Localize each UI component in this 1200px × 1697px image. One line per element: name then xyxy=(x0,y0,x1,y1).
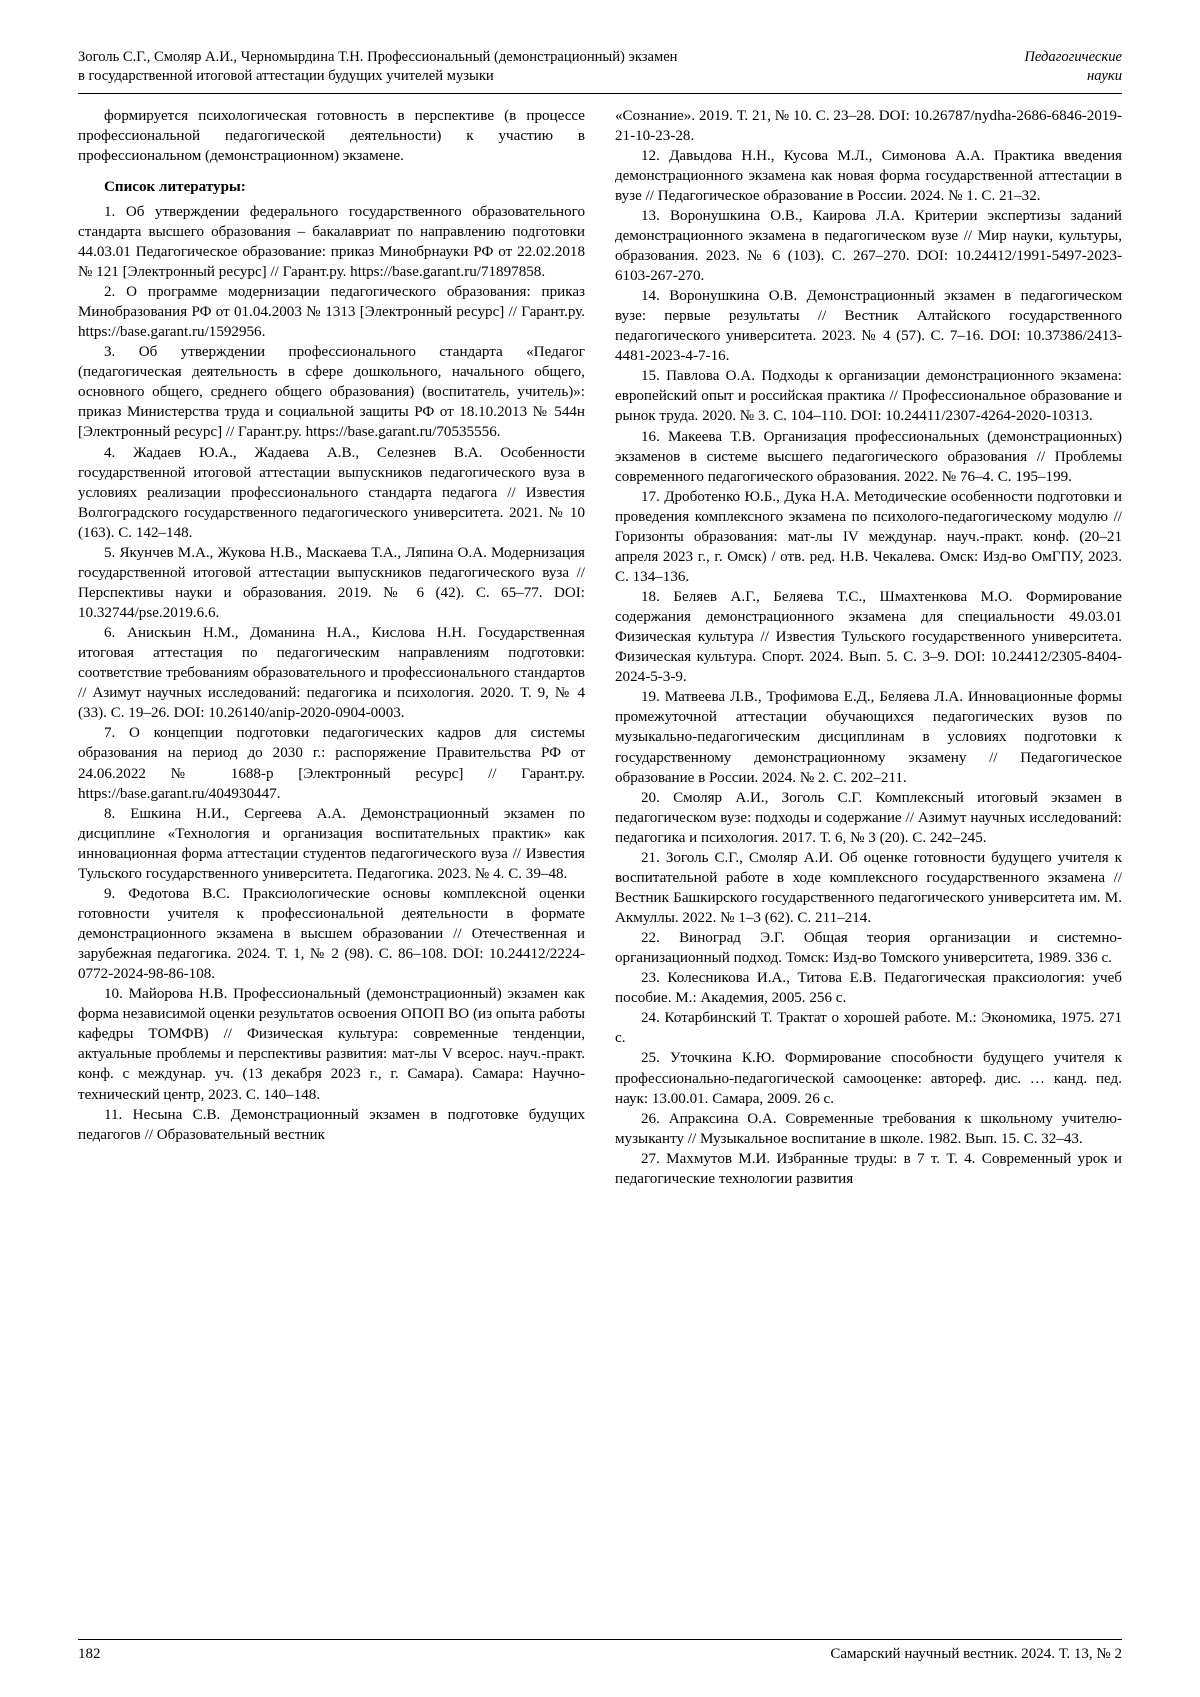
reference-item: 17. Дроботенко Ю.Б., Дука Н.А. Методические особенности подготовки и проведения комплексного экзамена по психолого-педагогическому модулю // Горизонты образования: мат-лы IV междунар. науч.-практ. конф. (20–21 апреля 2023 г., г. Омск) / отв. ред. Н.В. Чекалева. Омск: Изд-во ОмГПУ, 2023. С. 134–136. xyxy=(615,488,1122,585)
left-column xyxy=(78,106,585,1145)
running-head-right xyxy=(972,48,1122,87)
running-head-left xyxy=(78,48,972,87)
reference-item: 18. Беляев А.Г., Беляева Т.С., Шмахтенкова М.О. Формирование содержания демонстрационного экзамена для специальности 49.03.01 Физическая культура // Известия Тульского государственного университета. Физическая культура. Спорт. 2024. Вып. 5. С. 3–9. DOI: 10.24412/2305-8404-2024-5-3-9. xyxy=(615,589,1122,686)
intro-paragraph: формируется психологическая готовность в перспективе (в процессе профессиональной педагогической деятельности) к участию в профессиональном (демонстрационном) экзамене. xyxy=(78,107,585,164)
reference-item-continued: «Сознание». 2019. Т. 21, № 10. С. 23–28. DOI: 10.26787/nydha-2686-6846-2019-21-10-23-28. xyxy=(615,107,1122,144)
right-column xyxy=(615,106,1122,1189)
two-column-body xyxy=(78,106,1122,1189)
running-head xyxy=(78,48,1122,94)
page-number: 182 xyxy=(78,1646,101,1662)
reference-item: 21. Зоголь С.Г., Смоляр А.И. Об оценке готовности будущего учителя к воспитательной работе в ходе комплексного государственного экзамена // Вестник Башкирского государственного педагогического университета им. М. Акмуллы. 2022. № 1–3 (62). С. 211–214. xyxy=(615,849,1122,926)
page-footer xyxy=(78,1639,1122,1663)
references-heading: Список литературы: xyxy=(104,178,246,195)
reference-item: 19. Матвеева Л.В., Трофимова Е.Д., Беляева Л.А. Инновационные формы промежуточной аттестации обучающихся педагогических вузов по музыкально-педагогическим дисциплинам в условиях подготовки к государственному демонстрационному экзамену // Педагогическое образование в России. 2024. № 2. С. 202–211. xyxy=(615,689,1122,786)
reference-item: 24. Котарбинский Т. Трактат о хорошей работе. М.: Экономика, 1975. 271 с. xyxy=(615,1010,1122,1047)
reference-item: 2. О программе модернизации педагогического образования: приказ Минобразования РФ от 01.04.2003 № 1313 [Электронный ресурс] // Гарант.ру. https://base.garant.ru/1592956. xyxy=(78,284,585,341)
running-head-right-line1: Педагогические xyxy=(1024,49,1122,65)
reference-item: 7. О концепции подготовки педагогических кадров для системы образования на период до 2030 г.: распоряжение Правительства РФ от 24.06.2022 № 1688-р [Электронный ресурс] // Гарант.ру. https://base.garant.ru/404930447. xyxy=(78,725,585,802)
journal-reference: Самарский научный вестник. 2024. Т. 13, № 2 xyxy=(830,1646,1122,1662)
running-head-left-line2: в государственной итоговой аттестации будущих учителей музыки xyxy=(78,68,494,85)
reference-item: 23. Колесникова И.А., Титова Е.В. Педагогическая праксиология: учеб пособие. М.: Академия, 2005. 256 с. xyxy=(615,970,1122,1007)
reference-item: 9. Федотова В.С. Праксиологические основы комплексной оценки готовности учителя к профессиональной деятельности в формате демонстрационного экзамена в высшем образовании // Отечественная и зарубежная педагогика. 2024. Т. 1, № 2 (98). С. 86–108. DOI: 10.24412/2224-0772-2024-98-86-108. xyxy=(78,885,585,983)
reference-item: 6. Анискьин Н.М., Доманина Н.А., Кислова Н.Н. Государственная итоговая аттестация по педагогическим направлениям подготовки: соответствие требованиям образовательного и профессионального стандартов // Азимут научных исследований: педагогика и психология. 2020. Т. 9, № 4 (33). С. 19–26. DOI: 10.26140/anip-2020-0904-0003. xyxy=(78,625,585,722)
reference-item: 25. Уточкина К.Ю. Формирование способности будущего учителя к профессионально-педагогической самооценке: автореф. дис. … канд. пед. наук: 13.00.01. Самара, 2009. 26 с. xyxy=(615,1050,1122,1107)
reference-item: 12. Давыдова Н.Н., Кусова М.Л., Симонова А.А. Практика введения демонстрационного экзамена как новая форма государственной аттестации в вузе // Педагогическое образование в России. 2024. № 1. С. 21–32. xyxy=(615,147,1122,204)
reference-item: 4. Жадаев Ю.А., Жадаева А.В., Селезнев В.А. Особенности государственной итоговой аттестации выпускников педагогического вуза в условиях реализации профессионального стандарта педагога // Известия Волгоградского государственного педагогического университета. 2021. № 10 (163). С. 142–148. xyxy=(78,444,585,541)
reference-item: 11. Несына С.В. Демонстрационный экзамен в подготовке будущих педагогов // Образовательный вестник xyxy=(78,1106,585,1143)
reference-item: 1. Об утверждении федерального государственного образовательного стандарта высшего образования – бакалавриат по направлению подготовки 44.03.01 Педагогическое образование: приказ Минобрнауки РФ от 22.02.2018 № 121 [Электронный ресурс] // Гарант.ру. https://base.garant.ru/71897858. xyxy=(78,203,585,280)
reference-item: 27. Махмутов М.И. Избранные труды: в 7 т. Т. 4. Современный урок и педагогические технологии развития xyxy=(615,1150,1122,1187)
running-head-left-line1: Зоголь С.Г., Смоляр А.И., Черномырдина Т.Н. Профессиональный (демонстрационный) экзамен xyxy=(78,49,678,65)
running-head-right-line2: науки xyxy=(1087,68,1122,85)
reference-item: 15. Павлова О.А. Подходы к организации демонстрационного экзамена: европейский опыт и российская практика // Профессиональное образование и рынок труда. 2020. № 3. С. 104–110. DOI: 10.24411/2307-4264-2020-10313. xyxy=(615,368,1122,425)
reference-item: 26. Апраксина О.А. Современные требования к школьному учителю-музыканту // Музыкальное воспитание в школе. 1982. Вып. 15. С. 32–43. xyxy=(615,1110,1122,1147)
reference-item: 14. Воронушкина О.В. Демонстрационный экзамен в педагогическом вузе: первые результаты // Вестник Алтайского государственного педагогического университета. 2023. № 4 (57). С. 7–16. DOI: 10.37386/2413-4481-2023-4-7-16. xyxy=(615,288,1122,365)
reference-item: 13. Воронушкина О.В., Каирова Л.А. Критерии экспертизы заданий демонстрационного экзамена в педагогическом вузе // Мир науки, культуры, образования. 2023. № 6 (103). С. 267–270. DOI: 10.24412/1991-5497-2023-6103-267-270. xyxy=(615,207,1122,284)
reference-item: 10. Майорова Н.В. Профессиональный (демонстрационный) экзамен как форма независимой оценки результатов освоения ОПОП ВО (из опыта работы кафедры ТОМФВ) // Физическая культура: современные тенденции, актуальные проблемы и перспективы развития: мат-лы V всерос. науч.-практ. конф. с междунар. уч. (13 декабря 2023 г., г. Самара). Самара: Научно-технический центр, 2023. С. 140–148. xyxy=(78,986,585,1103)
reference-item: 16. Макеева Т.В. Организация профессиональных (демонстрационных) экзаменов в системе высшего педагогического образования // Проблемы современного педагогического образования. 2022. № 76–4. С. 195–199. xyxy=(615,428,1122,485)
reference-item: 22. Виноград Э.Г. Общая теория организации и системно-организационный подход. Томск: Изд-во Томского университета, 1989. 336 с. xyxy=(615,930,1122,967)
reference-item: 8. Ешкина Н.И., Сергеева А.А. Демонстрационный экзамен по дисциплине «Технология и организация воспитательных практик» как инновационная форма аттестации студентов педагогического вуза // Известия Тульского государственного университета. Педагогика. 2023. № 4. С. 39–48. xyxy=(78,805,585,882)
reference-item: 5. Якунчев М.А., Жукова Н.В., Маскаева Т.А., Ляпина О.А. Модернизация государственной итоговой аттестации выпускников педагогического вуза // Перспективы науки и образования. 2019. № 6 (42). С. 65–77. DOI: 10.32744/pse.2019.6.6. xyxy=(78,544,585,621)
reference-item: 20. Смоляр А.И., Зоголь С.Г. Комплексный итоговый экзамен в педагогическом вузе: подходы и содержание // Азимут научных исследований: педагогика и психология. 2017. Т. 6, № 3 (20). С. 242–245. xyxy=(615,789,1122,846)
reference-item: 3. Об утверждении профессионального стандарта «Педагог (педагогическая деятельность в сфере дошкольного, начального общего, основного общего, среднего общего образования) (воспитатель, учитель)»: приказ Министерства труда и социальной защиты РФ от 18.10.2013 № 544н [Электронный ресурс] // Гарант.ру. https://base.garant.ru/70535556. xyxy=(78,344,585,441)
